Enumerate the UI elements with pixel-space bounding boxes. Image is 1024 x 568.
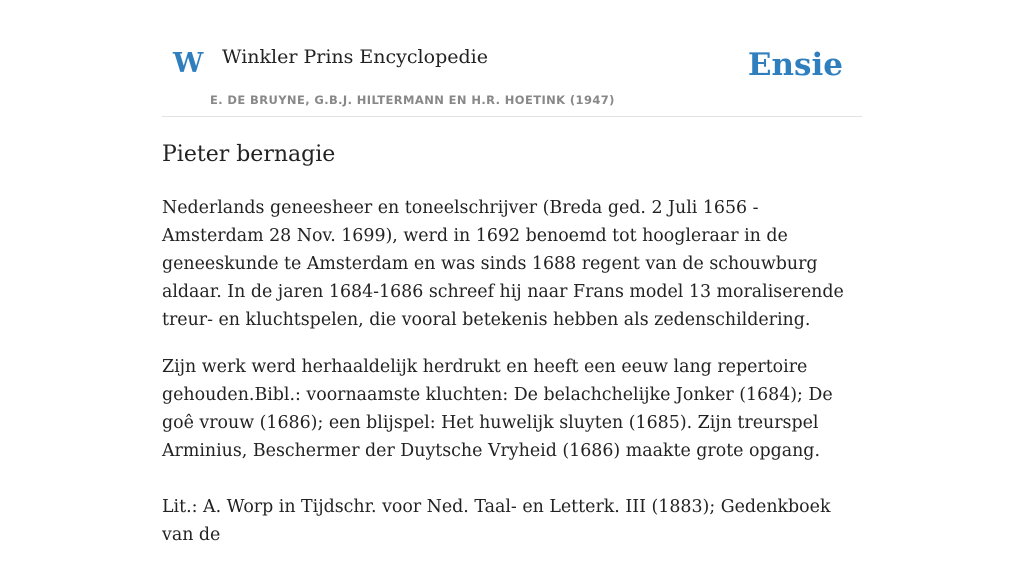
literature-reference: Lit.: A. Worp in Tijdschr. voor Ned. Taal- en Letterk. III (1883); Gedenkboek van de [162, 497, 831, 545]
article-title: Pieter bernagie [162, 142, 336, 167]
ensie-logo[interactable]: Ensie [747, 47, 843, 83]
source-authors: E. DE BRUYNE, G.B.J. HILTERMANN EN H.R. HOETINK (1947) [210, 93, 615, 107]
article-paragraph: Nederlands geneesheer en toneelschrijver (Breda ged. 2 Juli 1656 - Amsterdam 28 Nov. 1699), werd in 1692 benoemd tot hoogleraar in de geneeskunde te Amsterdam en was sinds 1688 regent van de schouwburg aldaar. In de jaren 1684-1686 schreef hij naar Frans model 13 moraliserende treur- en kluchtspelen, die vooral betekenis hebben als zedenschildering. [162, 198, 844, 330]
article-paragraph: Zijn werk werd herhaaldelijk herdrukt en heeft een eeuw lang repertoire gehouden.Bibl.: voornaamste kluchten: De belachchelijke Jonker (1684); De goê vrouw (1686); een blijspel: Het huwelijk sluyten (1685). Zijn treurspel Arminius, Beschermer der Duytsche Vryheid (1686) maakte grote opgang. [162, 357, 833, 461]
article [162, 138, 862, 568]
source-title[interactable]: Winkler Prins Encyclopedie [222, 46, 488, 68]
winkler-prins-logo[interactable]: W [173, 48, 204, 79]
header [162, 0, 862, 117]
